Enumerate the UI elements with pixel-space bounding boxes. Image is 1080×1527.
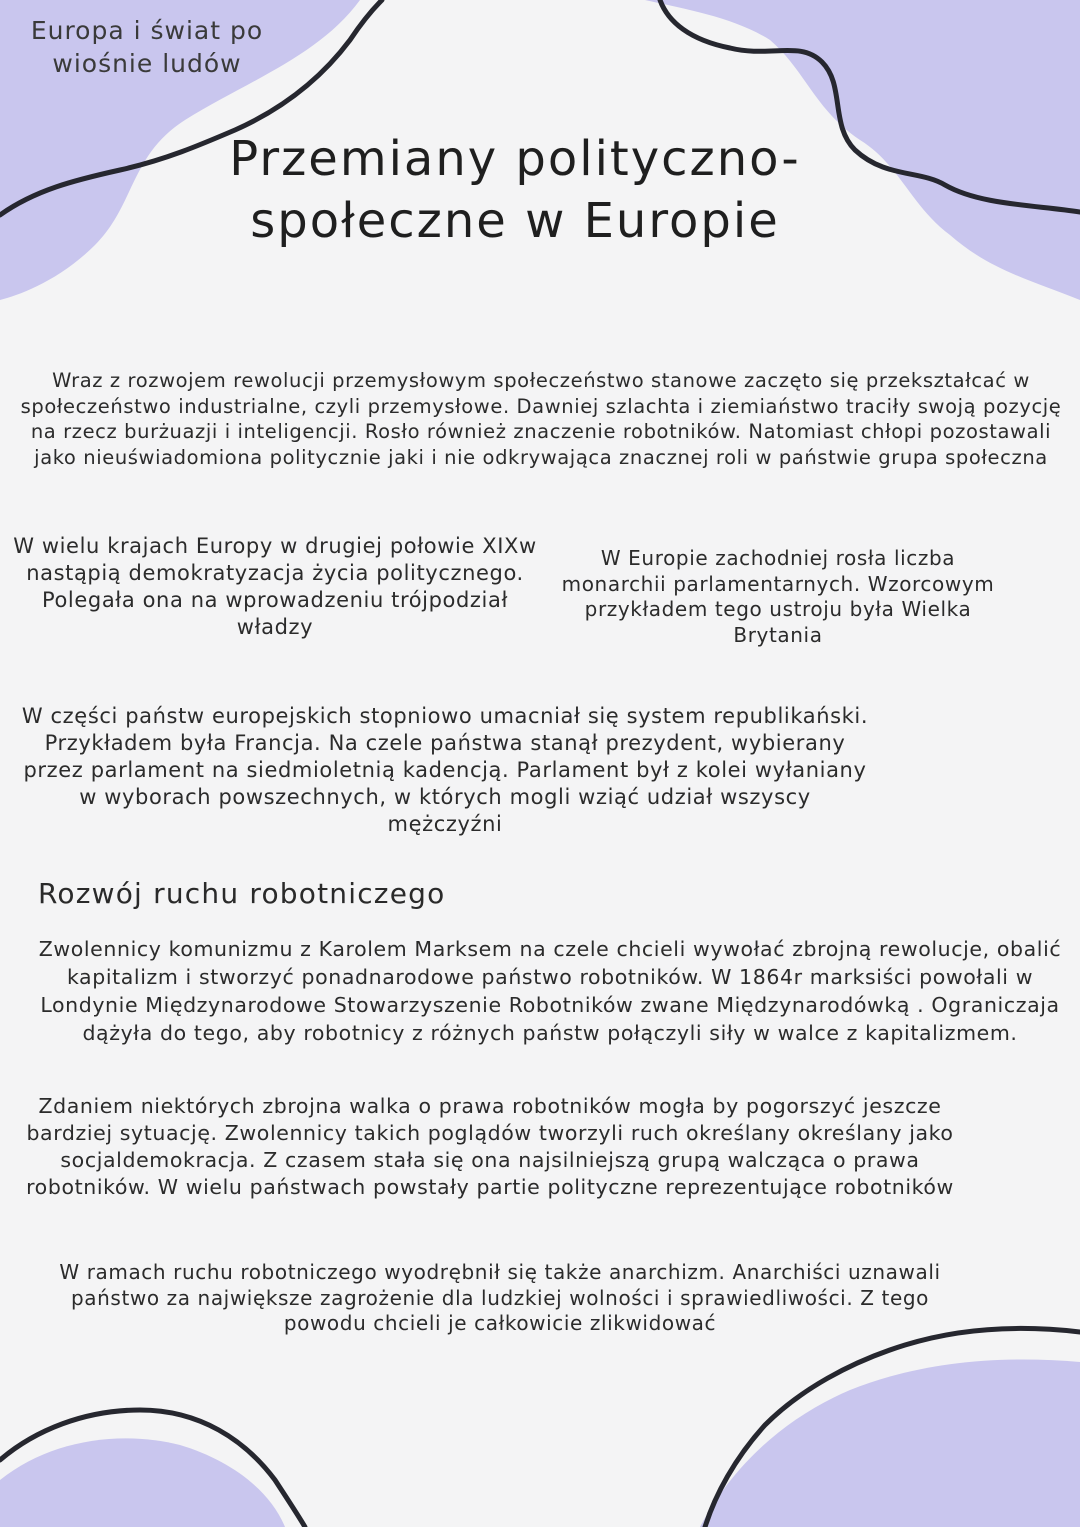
- paragraph-anarchism: W ramach ruchu robotniczego wyodrębnił się także anarchizm. Anarchiści uznawali państwo za największe zagrożenie dla ludzkiej wolności i sprawiedliwości. Z tego powodu chcieli je całkowicie zlikwidować: [59, 1260, 941, 1335]
- bottom-right-blob: [700, 1359, 1080, 1527]
- paragraph-social-democracy: Zdaniem niektórych zbrojna walka o prawa robotników mogła by pogorszyć jeszcze bardziej sytuację. Zwolennicy takich poglądów tworzyli ruch określany określany jako socjaldemokracja. Z czasem stała się ona najsilniejszą grupą walcząca o prawa robotników. W wielu państwach powstały partie polityczne reprezentujące robotników: [26, 1094, 954, 1199]
- section-heading: Rozwój ruchu robotniczego: [38, 877, 446, 910]
- paragraph-intro: Wraz z rozwojem rewolucji przemysłowym społeczeństwo stanowe zaczęto się przekształcać w społeczeństwo industrialne, czyli przemysłowe. Dawniej szlachta i ziemiaństwo traciły swoją pozycję na rzecz burżuazji i inteligencji. Rosło również znaczenie robotników. Natomiast chłopi pozostawali jako nieuświadomiona politycznie jaki i nie odkrywająca znacznej roli w państwie grupa społeczna: [20, 369, 1062, 469]
- paragraph-democratization: W wielu krajach Europy w drugiej połowie XIXw nastąpią demokratyzacja życia politycznego. Polegała ona na wprowadzeniu trójpodział władzy: [13, 534, 537, 639]
- paragraph-republic: W części państw europejskich stopniowo umacniał się system republikański. Przykładem była Francja. Na czele państwa stanął prezydent, wybierany przez parlament na siedmioletnią kadencją. Parlament był z kolei wyłaniany w wyborach powszechnych, w których mogli wziąć udział wszyscy mężczyźni: [21, 704, 869, 836]
- topic-label: Europa i świat po wiośnie ludów: [30, 16, 264, 78]
- bottom-left-blob: [0, 1438, 285, 1527]
- paragraph-monarchies: W Europie zachodniej rosła liczba monarchii parlamentarnych. Wzorcowym przykładem tego ustroju była Wielka Brytania: [561, 546, 995, 647]
- page-title: Przemiany polityczno-społeczne w Europie: [229, 131, 801, 249]
- paragraph-communism: Zwolennicy komunizmu z Karolem Marksem na czele chcieli wywołać zbrojną rewolucje, obalić kapitalizm i stworzyć ponadnarodowe państwo robotników. W 1864r marksiści powołali w Londynie Międzynarodowe Stowarzyszenie Robotników zwane Międzynarodówką . Ograniczaja dążyła do tego, aby robotnicy z różnych państw połączyli siły w walce z kapitalizmem.: [38, 937, 1062, 1045]
